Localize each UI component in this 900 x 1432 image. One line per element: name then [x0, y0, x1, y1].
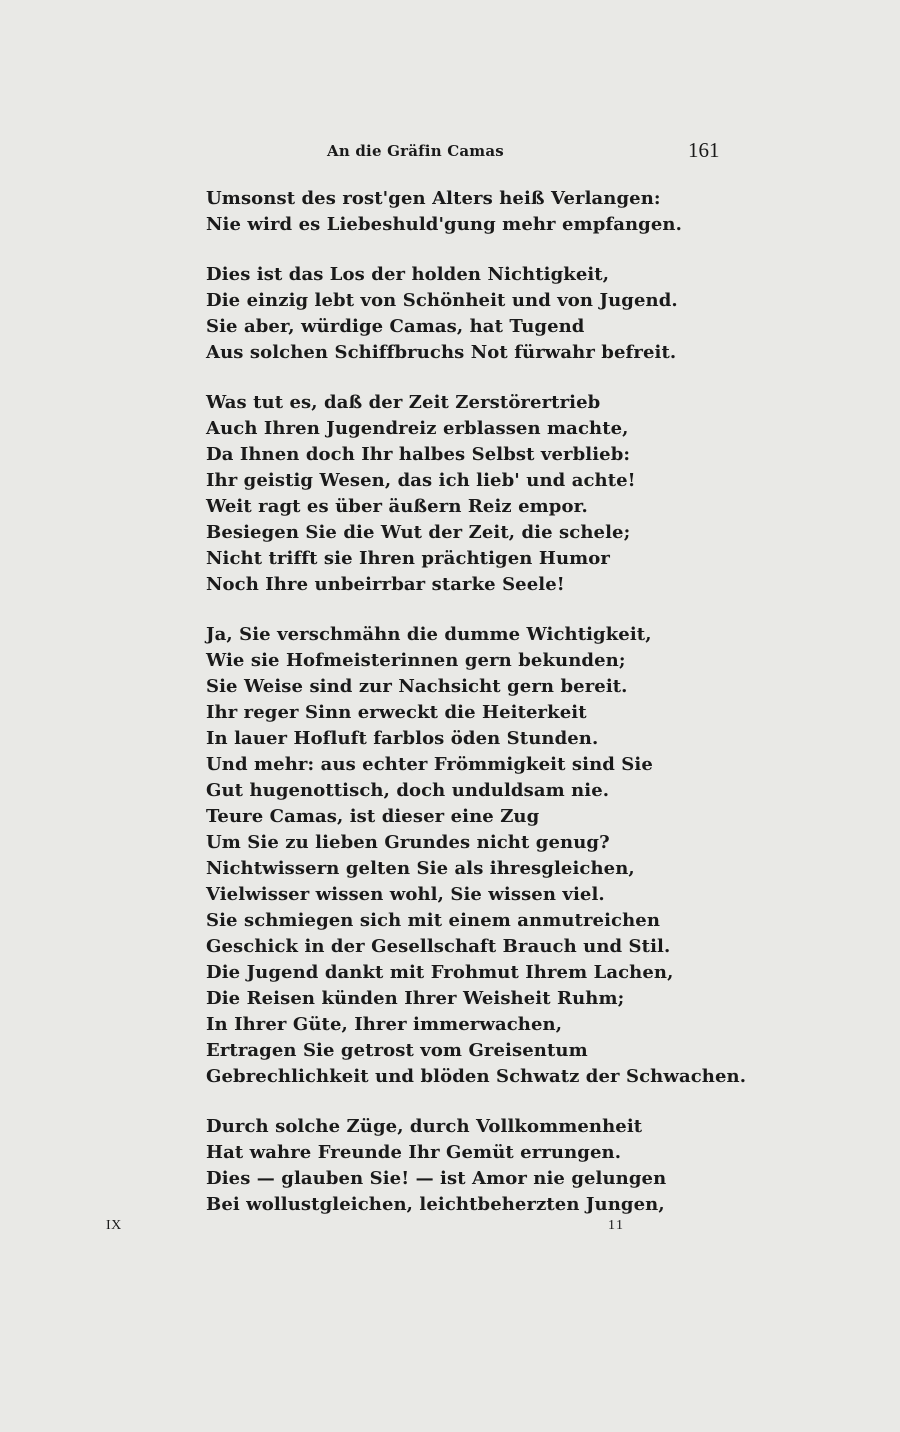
verse-line: Vielwisser wissen wohl, Sie wissen viel.	[206, 884, 605, 905]
verse-line: Die Jugend dankt mit Frohmut Ihrem Lachen,	[206, 962, 674, 983]
verse-line: Teure Camas, ist dieser eine Zug	[206, 806, 540, 827]
verse-line: Ja, Sie verschmähn die dumme Wichtigkeit,	[206, 624, 652, 645]
verse-line: Sie Weise sind zur Nachsicht gern bereit.	[206, 676, 628, 697]
verse-line: Dies — glauben Sie! — ist Amor nie gelungen	[206, 1168, 667, 1189]
verse-line: Dies ist das Los der holden Nichtigkeit,	[206, 264, 610, 285]
verse-line: In lauer Hofluft farblos öden Stunden.	[206, 728, 599, 749]
verse-line: Durch solche Züge, durch Vollkommenheit	[206, 1116, 643, 1137]
verse-line: Nie wird es Liebeshuld'gung mehr empfangen.	[206, 214, 682, 235]
verse-line: Sie schmiegen sich mit einem anmutreichen	[206, 910, 661, 931]
verse-line: Weit ragt es über äußern Reiz empor.	[206, 496, 588, 517]
verse-line: Da Ihnen doch Ihr halbes Selbst verblieb:	[206, 444, 631, 465]
verse-line: Was tut es, daß der Zeit Zerstörertrieb	[206, 392, 601, 413]
verse-line: Gebrechlichkeit und blöden Schwatz der Schwachen.	[206, 1066, 747, 1087]
verse-line: Nichtwissern gelten Sie als ihresgleichen,	[206, 858, 635, 879]
verse-line: Gut hugenottisch, doch unduldsam nie.	[206, 780, 610, 801]
verse-line: Sie aber, würdige Camas, hat Tugend	[206, 316, 585, 337]
running-title: An die Gräfin Camas	[327, 142, 504, 160]
page-number: 161	[688, 138, 720, 162]
verse-line: Die einzig lebt von Schönheit und von Jugend.	[206, 290, 678, 311]
sheet-signature-right: 11	[608, 1218, 625, 1233]
verse-line: Besiegen Sie die Wut der Zeit, die schele;	[206, 522, 631, 543]
stanza-3	[206, 390, 636, 598]
verse-line: Aus solchen Schiffbruchs Not fürwahr befreit.	[206, 342, 677, 363]
verse-line: Um Sie zu lieben Grundes nicht genug?	[206, 832, 610, 853]
verse-line: Noch Ihre unbeirrbar starke Seele!	[206, 574, 565, 595]
stanza-5	[206, 1114, 667, 1218]
verse-line: Und mehr: aus echter Frömmigkeit sind Sie	[206, 754, 653, 775]
verse-line: Wie sie Hofmeisterinnen gern bekunden;	[206, 650, 626, 671]
page-footer	[0, 1218, 900, 1242]
verse-line: Ihr reger Sinn erweckt die Heiterkeit	[206, 702, 587, 723]
running-head	[0, 138, 900, 166]
verse-line: Nicht trifft sie Ihren prächtigen Humor	[206, 548, 610, 569]
verse-line: Hat wahre Freunde Ihr Gemüt errungen.	[206, 1142, 622, 1163]
stanza-1	[206, 186, 682, 238]
verse-line: Auch Ihren Jugendreiz erblassen machte,	[206, 418, 629, 439]
stanza-2	[206, 262, 678, 366]
sheet-signature-left: IX	[106, 1218, 122, 1233]
verse-line: Ertragen Sie getrost vom Greisentum	[206, 1040, 588, 1061]
poem	[206, 186, 747, 1242]
verse-line: Umsonst des rost'gen Alters heiß Verlangen:	[206, 188, 661, 209]
verse-line: Ihr geistig Wesen, das ich lieb' und achte!	[206, 470, 636, 491]
verse-line: In Ihrer Güte, Ihrer immerwachen,	[206, 1014, 563, 1035]
verse-line: Geschick in der Gesellschaft Brauch und Stil.	[206, 936, 671, 957]
verse-line: Die Reisen künden Ihrer Weisheit Ruhm;	[206, 988, 625, 1009]
verse-line: Bei wollustgleichen, leichtbeherzten Jungen,	[206, 1194, 665, 1215]
stanza-4	[206, 622, 747, 1090]
